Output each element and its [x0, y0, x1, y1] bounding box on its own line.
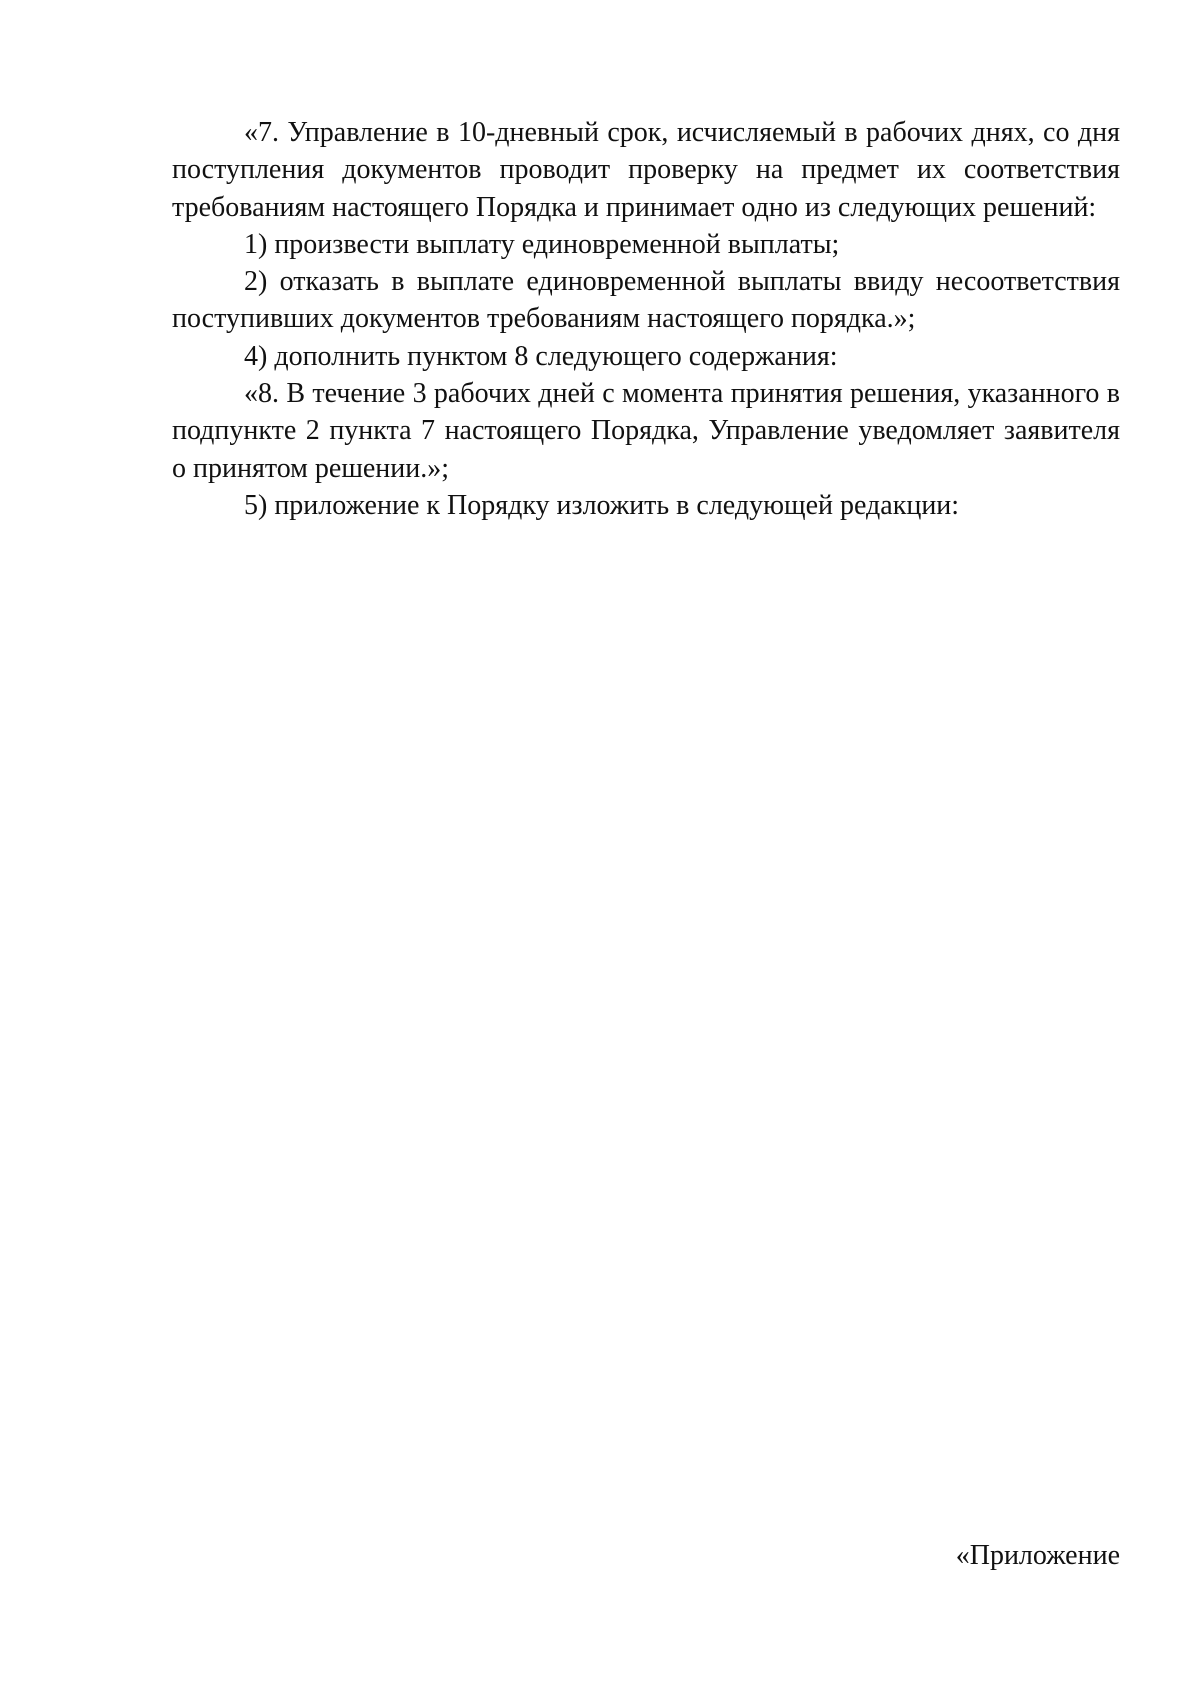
paragraph-subitem-2: 2) отказать в выплате единовременной выплаты ввиду несоответствия поступивших документов требованиям настоящего порядка.»;: [172, 266, 1120, 335]
paragraph-item-8: «8. В течение 3 рабочих дней с момента принятия решения, указанного в подпункте 2 пункта 7 настоящего Порядка, Управление уведомляет заявителя о принятом решении.»;: [172, 378, 1120, 484]
document-body: [172, 114, 1120, 524]
appendix-caption: «Приложение: [955, 1540, 1120, 1571]
paragraph-amendment-4: 4) дополнить пунктом 8 следующего содержания:: [244, 340, 838, 372]
paragraph-subitem-1: 1) произвести выплату единовременной выплаты;: [244, 228, 840, 260]
paragraph-amendment-5: 5) приложение к Порядку изложить в следующей редакции:: [244, 489, 960, 521]
paragraph-item-7: «7. Управление в 10-дневный срок, исчисляемый в рабочих днях, со дня поступления документов проводит проверку на предмет их соответствия требованиям настоящего Порядка и принимает одно из следующих решений:: [172, 117, 1120, 223]
